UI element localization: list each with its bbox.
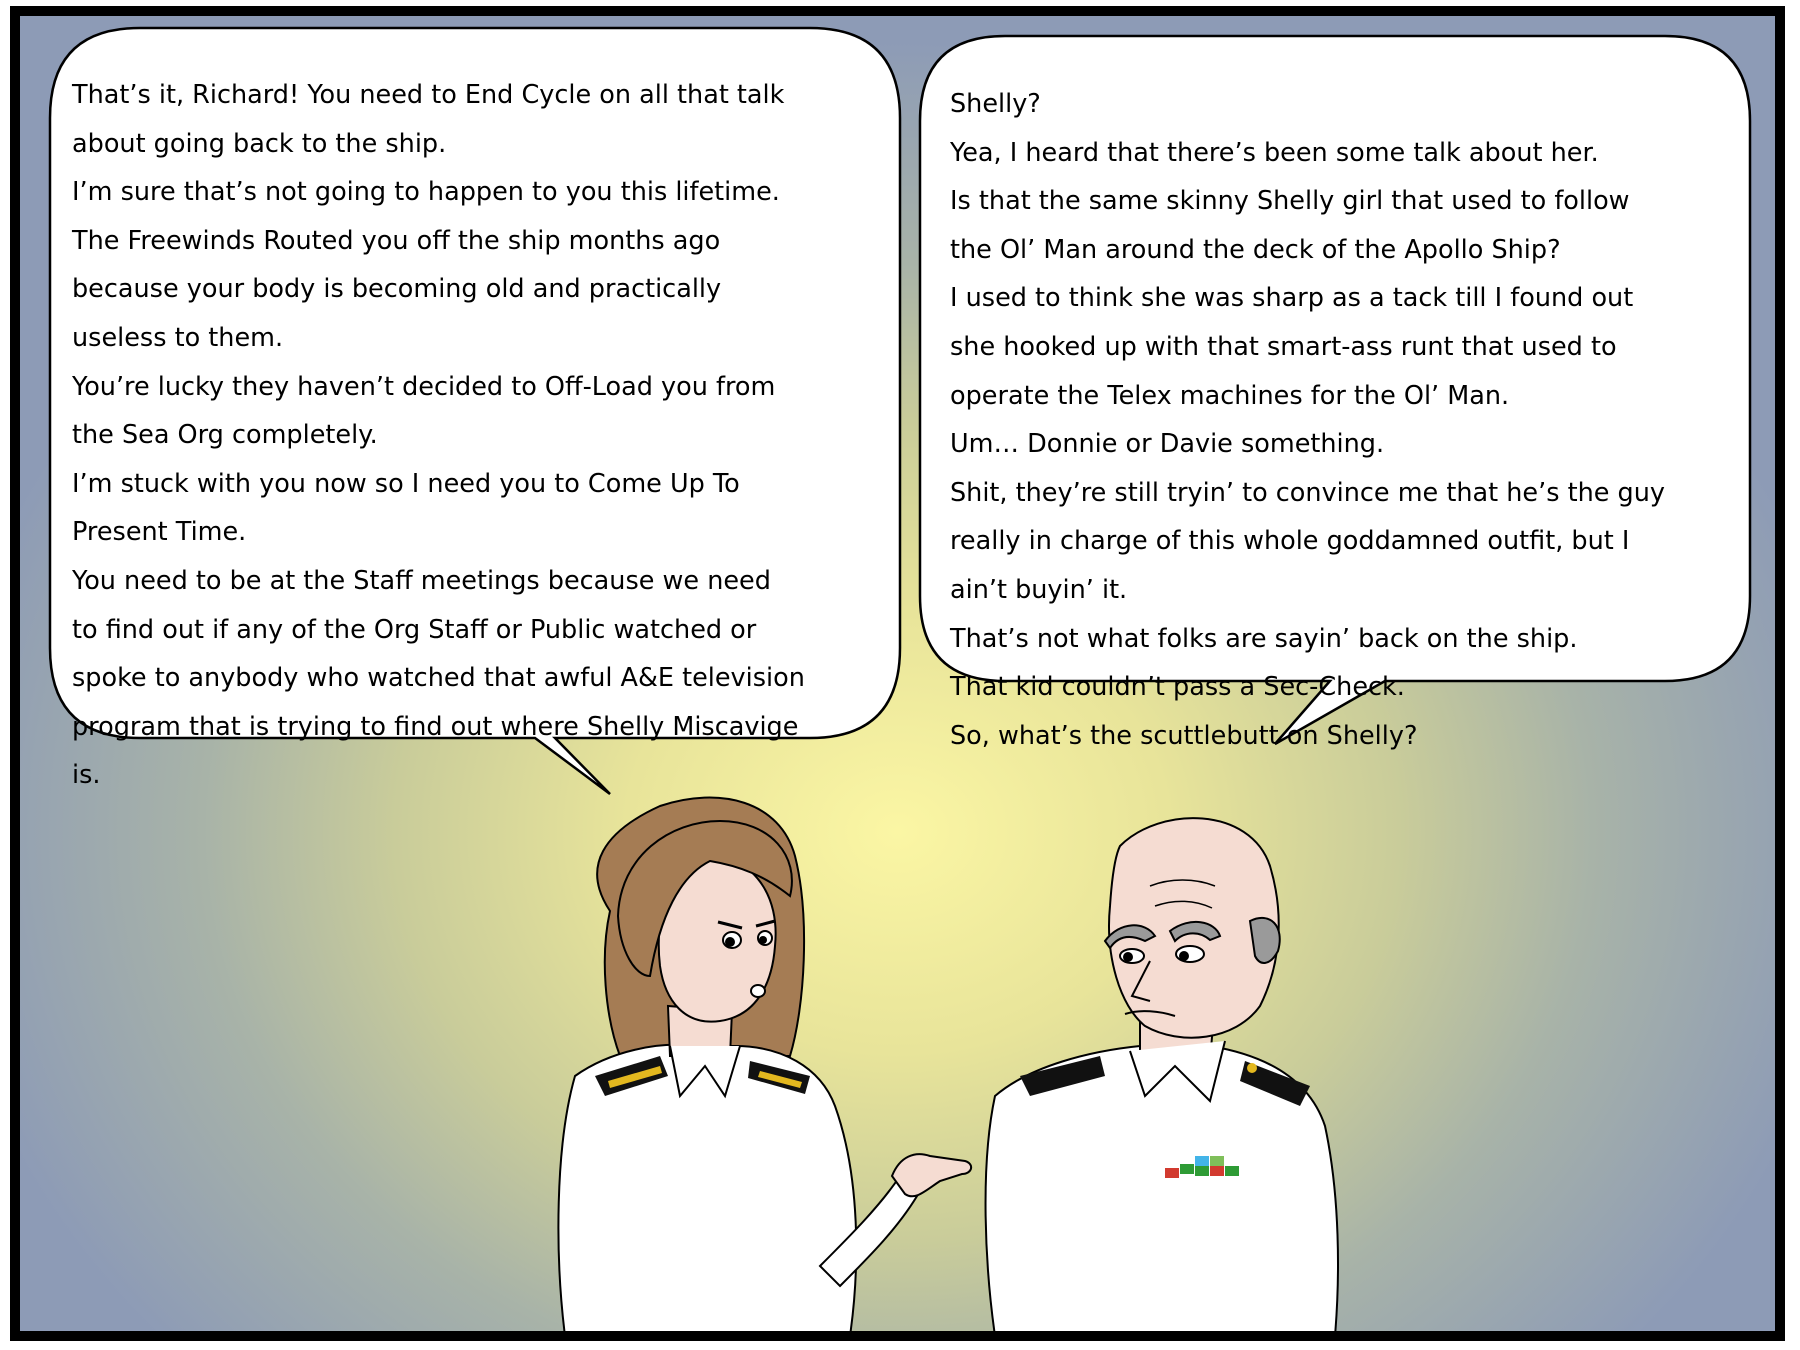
speech-line: Shit, they’re still tryin’ to convince me that he’s the guy <box>950 477 1665 508</box>
speech-line: is. <box>72 760 101 791</box>
speech-line: I’m sure that’s not going to happen to you this lifetime. <box>72 177 780 208</box>
speech-line: Is that the same skinny Shelly girl that used to follow <box>950 186 1630 217</box>
woman-character <box>558 798 971 1331</box>
man-hair-side <box>1250 918 1280 963</box>
speech-left-text <box>72 71 892 800</box>
ribbon-5 <box>1210 1166 1224 1176</box>
speech-line: That’s not what folks are sayin’ back on the ship. <box>950 623 1578 654</box>
speech-line: operate the Telex machines for the Ol’ Man. <box>950 380 1510 411</box>
speech-line: Shelly? <box>950 89 1041 119</box>
speech-line: really in charge of this whole goddamned outfit, but I <box>950 526 1630 557</box>
speech-line: You need to be at the Staff meetings because we need <box>72 565 771 596</box>
speech-line: The Freewinds Routed you off the ship months ago <box>72 225 721 256</box>
speech-line: That’s it, Richard! You need to End Cycle on all that talk <box>72 80 785 110</box>
speech-line: I’m stuck with you now so I need you to Come Up To <box>72 468 740 499</box>
speech-line: about going back to the ship. <box>72 128 447 159</box>
speech-line: she hooked up with that smart-ass runt that used to <box>950 331 1617 362</box>
ribbon-4 <box>1195 1166 1209 1176</box>
speech-line: ain’t buyin’ it. <box>950 574 1128 605</box>
man-character <box>986 818 1338 1331</box>
ribbon-2 <box>1195 1156 1209 1166</box>
ribbon-7 <box>1165 1168 1179 1178</box>
speech-line: program that is trying to find out where Shelly Miscavige <box>72 711 799 742</box>
speech-line: spoke to anybody who watched that awful A&E television <box>72 663 805 694</box>
ribbon-3 <box>1210 1156 1224 1166</box>
speech-line: useless to them. <box>72 322 284 353</box>
woman-hand <box>892 1154 971 1196</box>
speech-line: Present Time. <box>72 517 247 548</box>
speech-line: to find out if any of the Org Staff or Public watched or <box>72 614 757 645</box>
speech-line: because your body is becoming old and practically <box>72 274 722 305</box>
speech-line: I used to think she was sharp as a tack till I found out <box>950 283 1634 314</box>
ribbon-1 <box>1180 1164 1194 1174</box>
speech-line: So, what’s the scuttlebutt on Shelly? <box>950 720 1418 751</box>
woman-mouth <box>751 985 765 997</box>
speech-line: You’re lucky they haven’t decided to Off-Load you from <box>72 371 776 402</box>
speech-line: the Sea Org completely. <box>72 420 378 451</box>
comic-panel <box>10 6 1785 1341</box>
speech-line: the Ol’ Man around the deck of the Apollo Ship? <box>950 234 1561 265</box>
speech-line: Um… Donnie or Davie something. <box>950 429 1385 460</box>
speech-right-text <box>950 80 1770 760</box>
speech-line: That kid couldn’t pass a Sec-Check. <box>950 672 1405 703</box>
ribbon-6 <box>1225 1166 1239 1176</box>
speech-line: Yea, I heard that there’s been some talk about her. <box>950 137 1599 168</box>
